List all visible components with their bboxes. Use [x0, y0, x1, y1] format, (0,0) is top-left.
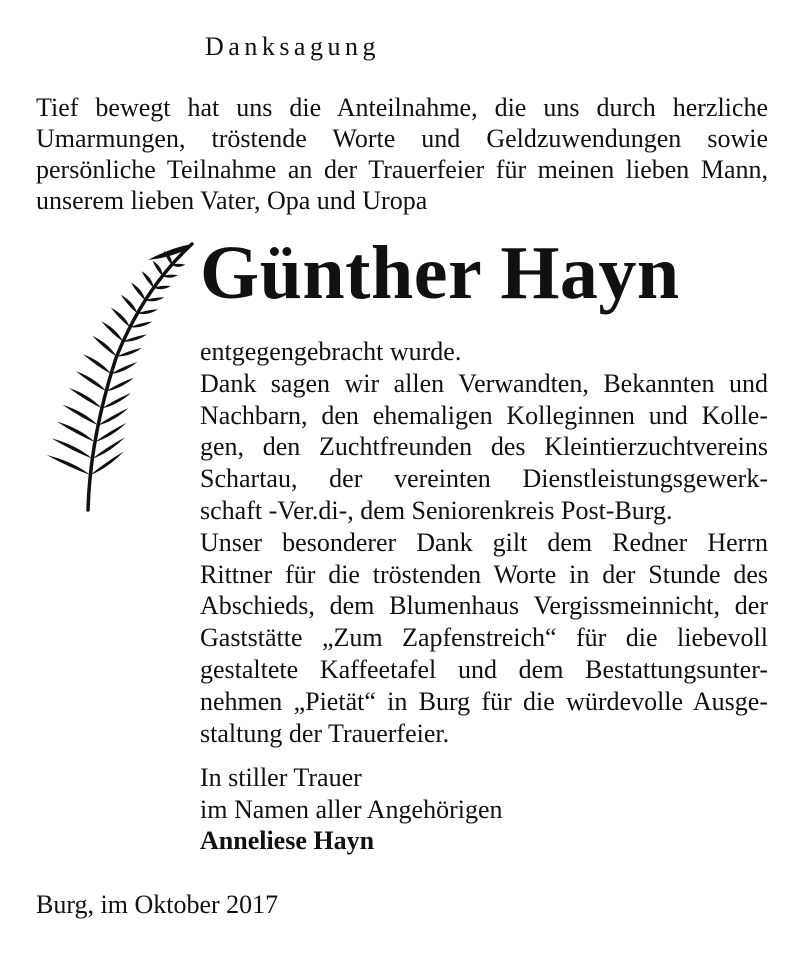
body-line: Dank sagen wir allen Verwandten, Bekannten und: [200, 368, 768, 398]
intro-line: Tief bewegt hat uns die Anteilnahme, die uns durch herzliche: [36, 93, 768, 122]
intro-line: Umarmungen, tröstende Worte und Geldzuwendungen sowie: [36, 124, 768, 153]
palm-leaf-icon: [44, 238, 194, 513]
body-line: staltung der Trauerfeier.: [200, 718, 450, 748]
place-date: Burg, im Oktober 2017: [36, 890, 279, 919]
body-paragraph: [200, 336, 768, 749]
intro-line: unserem lieben Vater, Opa und Uropa: [36, 186, 428, 215]
body-line: nehmen „Pietät“ in Burg für die würdevolle Ausge-: [200, 686, 768, 716]
body-line: Gaststätte „Zum Zapfenstreich“ für die liebevoll: [200, 623, 768, 653]
signature-name: Anneliese Hayn: [200, 826, 375, 855]
body-line: Nachbarn, den ehemaligen Kolleginnen und Kolle-: [200, 400, 768, 430]
body-line: schaft -Ver.di-, dem Seniorenkreis Post-Burg.: [200, 495, 673, 525]
signature-block: [200, 762, 503, 857]
intro-paragraph: [36, 92, 768, 216]
signature-line: In stiller Trauer: [200, 763, 362, 792]
body-line: Abschieds, dem Blumenhaus Vergissmeinnicht, der: [200, 591, 768, 621]
heading: Danksagung: [205, 32, 380, 61]
body-line: Schartau, der vereinten Dienstleistungsgewerk-: [200, 464, 768, 494]
body-line: Unser besonderer Dank gilt dem Redner Herrn: [200, 527, 768, 557]
intro-line: persönliche Teilnahme an der Trauerfeier für meinen lieben Mann,: [36, 155, 768, 184]
deceased-name: Günther Hayn: [200, 231, 680, 315]
body-line: gestaltete Kaffeetafel und dem Bestattungsunter-: [200, 654, 768, 684]
body-line: Rittner für die tröstenden Worte in der Stunde des: [200, 559, 768, 589]
signature-line: im Namen aller Angehörigen: [200, 794, 503, 824]
body-line: gen, den Zuchtfreunden des Kleintierzuchtvereins: [200, 432, 768, 462]
body-line: entgegengebracht wurde.: [200, 337, 462, 366]
